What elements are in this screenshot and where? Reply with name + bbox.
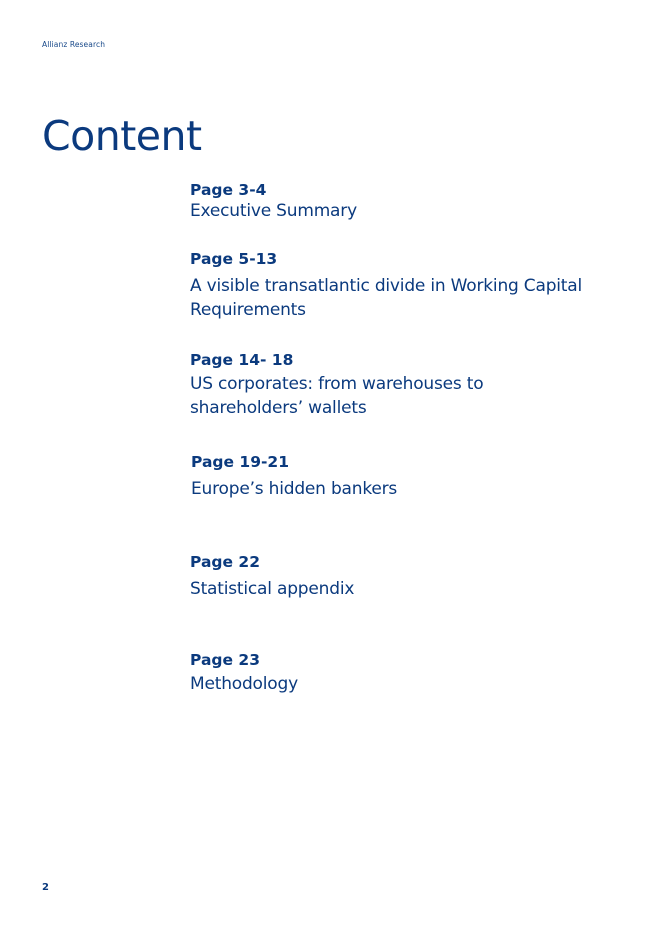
page-title: Content [42, 112, 202, 160]
header-label: Allianz Research [42, 40, 106, 49]
toc-section-title-line: A visible transatlantic divide in Working Capital [190, 276, 583, 296]
toc-page-range: Page 23 [190, 651, 260, 669]
toc-page-range: Page 3-4 [190, 181, 267, 199]
toc-section-title: Statistical appendix [190, 579, 355, 599]
toc-page-range: Page 22 [190, 553, 260, 571]
toc-section-title: Methodology [190, 674, 298, 694]
toc-entry[interactable] [190, 249, 610, 322]
toc-entry[interactable] [190, 552, 610, 602]
toc-page-range: Page 5-13 [190, 250, 278, 268]
toc-section-title: Europe’s hidden bankers [191, 479, 398, 499]
toc-section-title-line: Requirements [190, 299, 306, 320]
page-number: 2 [42, 882, 49, 893]
toc-entry[interactable] [190, 350, 610, 420]
toc-page-range: Page 19-21 [191, 453, 289, 471]
toc-entry[interactable] [190, 650, 610, 697]
toc-section-title: Executive Summary [190, 201, 357, 221]
toc-section-title-line: shareholders’ wallets [190, 397, 367, 418]
toc-section-title-line: US corporates: from warehouses to [190, 374, 484, 394]
toc-page-range: Page 14- 18 [190, 351, 294, 369]
toc-entry[interactable] [191, 452, 611, 502]
toc-entry[interactable] [190, 180, 610, 224]
